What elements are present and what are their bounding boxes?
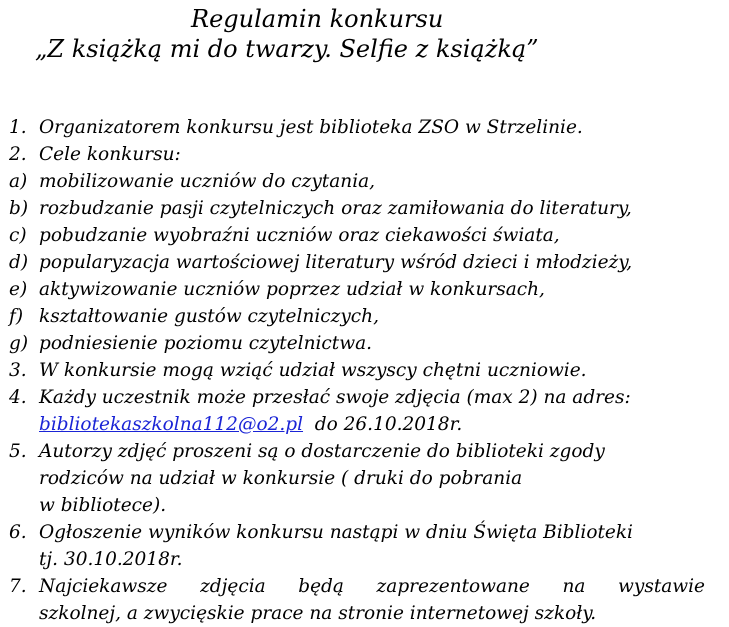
goal-marker: b) <box>9 198 29 219</box>
rule-marker: 6. <box>9 522 27 543</box>
rule-marker: 4. <box>9 387 27 408</box>
goal-marker: f) <box>9 306 24 327</box>
word: zdjęcia <box>200 576 266 597</box>
rule-marker: 5. <box>9 441 27 462</box>
goal-text: kształtowanie gustów czytelniczych, <box>39 306 379 327</box>
goal-text: aktywizowanie uczniów poprzez udział w konkursach, <box>39 279 545 300</box>
rule-marker: 3. <box>9 360 27 381</box>
rule-marker: 2. <box>9 144 27 165</box>
rule-text: Autorzy zdjęć proszeni są o dostarczenie do biblioteki zgody <box>39 441 605 462</box>
title-line-2: „Z książką mi do twarzy. Selfie z książką” <box>35 35 539 63</box>
title-line-1: Regulamin konkursu <box>191 5 444 33</box>
word: zaprezentowane <box>376 576 530 597</box>
rule-text: W konkursie mogą wziąć udział wszyscy chętni uczniowie. <box>39 360 587 381</box>
goal-text: rozbudzanie pasji czytelniczych oraz zamiłowania do literatury, <box>39 198 632 219</box>
word: będą <box>298 576 344 597</box>
rule-text: szkolnej, a zwycięskie prace na stronie internetowej szkoły. <box>39 603 597 624</box>
deadline-text: do 26.10.2018r. <box>314 414 463 435</box>
rule-marker: 1. <box>9 117 27 138</box>
word: Najciekawsze <box>39 576 168 597</box>
goal-text: popularyzacja wartościowej literatury wśród dzieci i młodzieży, <box>39 252 633 273</box>
goal-marker: a) <box>9 171 28 192</box>
word: na <box>562 576 586 597</box>
goal-marker: g) <box>9 333 29 354</box>
goal-marker: c) <box>9 225 27 246</box>
email-link[interactable]: bibliotekaszkolna112@o2.pl <box>39 414 304 435</box>
rule-text: Każdy uczestnik może przesłać swoje zdjęcia (max 2) na adres: <box>39 387 631 408</box>
goal-text: mobilizowanie uczniów do czytania, <box>39 171 376 192</box>
rule-text: Cele konkursu: <box>39 144 181 165</box>
rule-text: w bibliotece). <box>39 495 167 516</box>
goal-marker: e) <box>9 279 28 300</box>
rule-text: Ogłoszenie wyników konkursu nastąpi w dniu Święta Biblioteki <box>39 522 633 543</box>
rule-7-line-1 <box>39 573 705 600</box>
rule-4-line-2 <box>39 411 462 438</box>
rule-marker: 7. <box>9 576 27 597</box>
goal-marker: d) <box>9 252 29 273</box>
word: wystawie <box>618 576 705 597</box>
goal-text: pobudzanie wyobraźni uczniów oraz ciekawości świata, <box>39 225 560 246</box>
rule-text: tj. 30.10.2018r. <box>39 549 183 570</box>
goal-text: podniesienie poziomu czytelnictwa. <box>39 333 372 354</box>
rule-text: rodziców na udział w konkursie ( druki do pobrania <box>39 468 523 489</box>
rule-text: Organizatorem konkursu jest biblioteka ZSO w Strzelinie. <box>39 117 583 138</box>
